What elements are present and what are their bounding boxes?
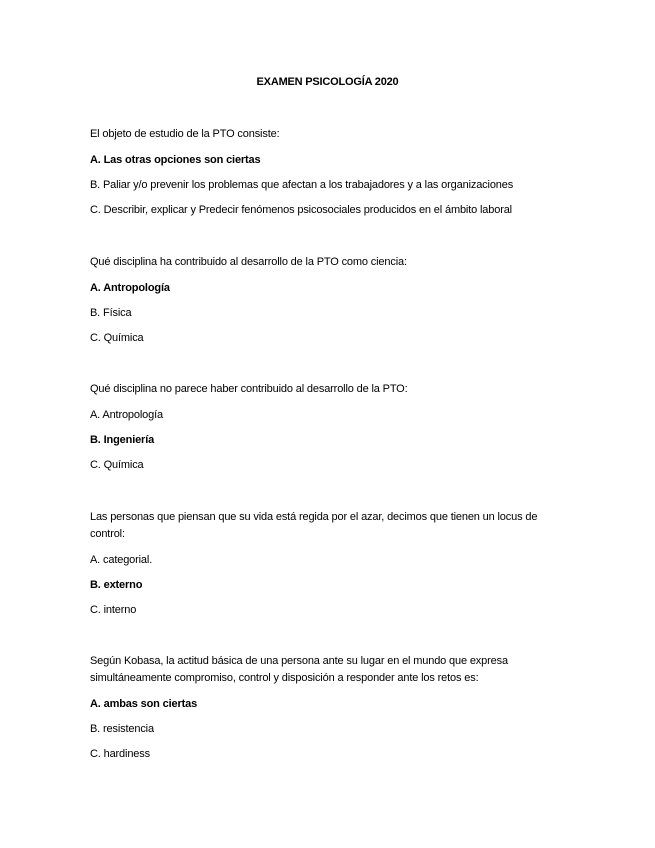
- question-stem: Según Kobasa, la actitud básica de una persona ante su lugar en el mundo que expresa simultáneamente compromiso, control y disposición a responder ante los retos es:: [90, 655, 508, 684]
- question-5: [90, 653, 570, 771]
- option-a: A. Antropología: [90, 409, 163, 421]
- option-b: B. Física: [90, 307, 132, 319]
- option-b: B. Paliar y/o prevenir los problemas que afectan a los trabajadores y a las organizaciones: [90, 179, 514, 191]
- option-b: B. resistencia: [90, 723, 154, 735]
- question-stem: Qué disciplina no parece haber contribuido al desarrollo de la PTO:: [90, 383, 408, 395]
- option-c: C. interno: [90, 604, 137, 616]
- question-3: [90, 381, 570, 482]
- option-c: C. hardiness: [90, 748, 150, 760]
- option-a: A. categorial.: [90, 554, 153, 566]
- question-1: [90, 126, 570, 227]
- question-stem: El objeto de estudio de la PTO consiste:: [90, 128, 280, 140]
- option-c: C. Describir, explicar y Predecir fenómenos psicosociales producidos en el ámbito laboral: [90, 204, 512, 216]
- question-2: [90, 254, 570, 355]
- question-4: [90, 509, 570, 627]
- page-title: EXAMEN PSICOLOGÍA 2020: [256, 76, 399, 88]
- option-a-correct: A. ambas son ciertas: [90, 698, 198, 710]
- option-c: C. Química: [90, 459, 144, 471]
- question-stem: Qué disciplina ha contribuido al desarrollo de la PTO como ciencia:: [90, 256, 407, 268]
- option-a-correct: A. Las otras opciones son ciertas: [90, 154, 261, 166]
- option-b-correct: B. Ingeniería: [90, 434, 155, 446]
- option-b-correct: B. externo: [90, 579, 143, 591]
- option-c: C. Química: [90, 332, 144, 344]
- option-a-correct: A. Antropología: [90, 282, 170, 294]
- question-stem: Las personas que piensan que su vida está regida por el azar, decimos que tienen un locus de control:: [90, 511, 538, 540]
